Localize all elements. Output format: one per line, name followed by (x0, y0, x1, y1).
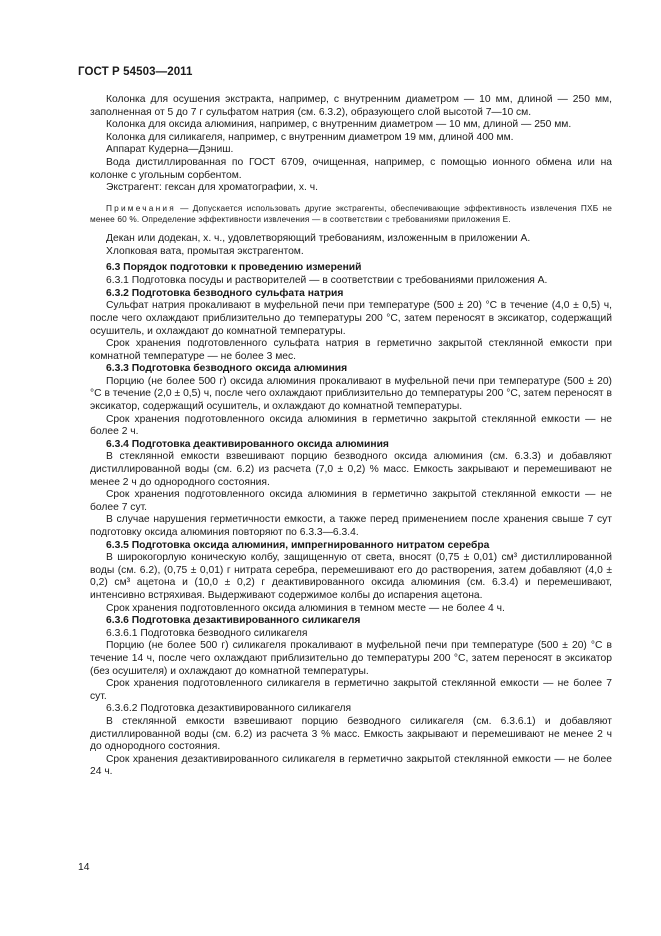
paragraph: Срок хранения подготовленного оксида алюминия в темном месте — не более 4 ч. (106, 602, 505, 614)
paragraph: В случае нарушения герметичности емкости, а также перед применением после хранения свыше 7 сут подготовку оксида алюминия повторяют по 6.3.3—6.3.4. (90, 514, 612, 538)
page-number: 14 (78, 862, 90, 873)
paragraph: Срок хранения дезактивированного силикагеля в герметично закрытой стеклянной емкости — не более 24 ч. (90, 753, 612, 778)
section-heading-6-3-5: 6.3.5 Подготовка оксида алюминия, импрегнированного нитратом серебра (106, 539, 490, 551)
paragraph: Срок хранения подготовленного сульфата натрия в герметично закрытой стеклянной емкости при комнатной температуре — не более 3 мес. (90, 338, 612, 362)
paragraph: Колонка для силикагеля, например, с внутренним диаметром 19 мм, длиной 400 мм. (106, 131, 514, 143)
section-heading-6-3-6-2: 6.3.6.2 Подготовка дезактивированного силикагеля (106, 703, 352, 715)
paragraph: В стеклянной емкости взвешивают порцию безводного оксида алюминия (см. 6.3.3) и добавляют дистиллированной воды (см. 6.2) из расчета (7,0 ± 0,2) % масс. Емкость закрывают и перемешивают не менее 2 ч до однородного состояния. (90, 451, 612, 488)
section-heading-6-3-4: 6.3.4 Подготовка деактивированного оксида алюминия (106, 438, 389, 450)
paragraph: Порцию (не более 500 г) оксида алюминия прокаливают в муфельной печи при температуре (500 ± 20) °С в течение (2,0 ± 0,5) ч, после чего охлаждают приблизительно до температуры 200 °С, затем переносят в эксикатор, содержащий осушитель, и охлаждают до комнатной температуры. (90, 375, 612, 413)
section-heading-6-3: 6.3 Порядок подготовки к проведению измерений (106, 261, 362, 273)
paragraph: Колонка для осушения экстракта, например, с внутренним диаметром — 10 мм, длиной — 250 мм, заполненная от 5 до 7 г сульфатом натрия (см. 6.3.2), образующего слой высотой 7—10 см. (90, 94, 612, 118)
paragraph: Экстрагент: гексан для хроматографии, х. ч. (106, 182, 318, 194)
paragraph: Хлопковая вата, промытая экстрагентом. (106, 245, 304, 257)
section-heading-6-3-2: 6.3.2 Подготовка безводного сульфата натрия (106, 287, 344, 299)
paragraph: Вода дистиллированная по ГОСТ 6709, очищенная, например, с помощью ионного обмена или на колонке с угольным сорбентом. (90, 156, 612, 181)
paragraph: Аппарат Кудерна—Дэниш. (106, 144, 234, 156)
paragraph: Сульфат натрия прокаливают в муфельной печи при температуре (500 ± 20) °С в течение (4,0 ± 0,5) ч, после чего охлаждают приблизительно до температуры 200 °С, затем переносят в эксикатор, содержащий осушитель, и охлаждают до комнатной температуры. (90, 300, 612, 337)
paragraph: В широкогорлую коническую колбу, защищенную от света, вносят (0,75 ± 0,01) см³ дистиллированной воды (см. 6.2), (0,75 ± 0,01) г нитрата серебра, перемешивают его до растворения, затем добавляют (4,0 ± 0,2) см³ ацетона и (10,0 ± 0,2) г деактивированного оксида алюминия (см. 6.3.4) и перемешивают, интенсивно встряхивая. Выдерживают содержимое колбы до испарения ацетона. (90, 552, 612, 601)
note-text: — Допускается использовать другие экстрагенты, обеспечивающие эффективность извлечения ПХБ не менее 60 %. Определение эффективности извлечения — в соответствии с требованиями приложения Е. (90, 202, 612, 224)
document-body (90, 94, 612, 779)
paragraph: Срок хранения подготовленного оксида алюминия в герметично закрытой стеклянной емкости — не более 7 сут. (90, 489, 612, 513)
paragraph: Срок хранения подготовленного силикагеля в герметично закрытой стеклянной емкости — не более 7 сут. (90, 678, 612, 702)
note-label: Примечания (106, 202, 176, 213)
section-heading-6-3-3: 6.3.3 Подготовка безводного оксида алюминия (106, 363, 348, 375)
paragraph: В стеклянной емкости взвешивают порцию безводного силикагеля (см. 6.3.6.1) и добавляют дистиллированной воды (см. 6.2) из расчета 3 % масс. Емкость закрывают и перемешивают не менее 2 ч до однородного состояния. (90, 715, 612, 753)
paragraph: Декан или додекан, х. ч., удовлетворяющий требованиям, изложенным в приложении А. (106, 233, 531, 245)
section-6-3-1: 6.3.1 Подготовка посуды и растворителей — в соответствии с требованиями приложения А. (106, 275, 548, 287)
page-header: ГОСТ Р 54503—2011 (78, 66, 193, 78)
section-heading-6-3-6-1: 6.3.6.1 Подготовка безводного силикагеля (106, 627, 308, 639)
paragraph: Порцию (не более 500 г) силикагеля прокаливают в муфельной печи при температуре (500 ± 20) °С в течение 14 ч, после чего охлаждают приблизительно до температуры 200 °С, затем переносят в эксикатор (без осушителя) и охлаждают до комнатной температуры. (90, 640, 612, 677)
section-heading-6-3-6: 6.3.6 Подготовка дезактивированного силикагеля (106, 615, 361, 627)
paragraph: Срок хранения подготовленного оксида алюминия в герметично закрытой стеклянной емкости — не более 2 ч. (90, 413, 612, 438)
paragraph: Колонка для оксида алюминия, например, с внутренним диаметром — 10 мм, длиной — 250 мм. (106, 119, 572, 131)
note (90, 203, 612, 225)
